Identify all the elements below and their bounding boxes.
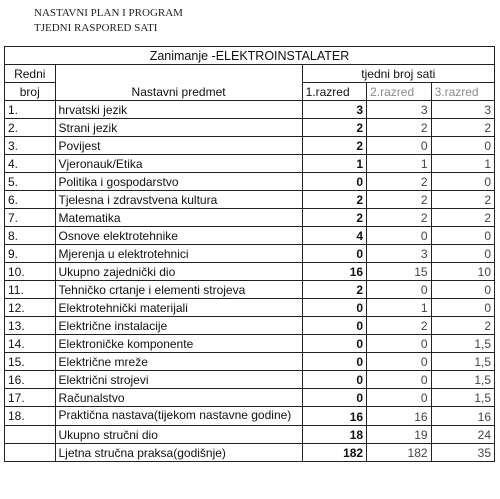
col-subject-header: Nastavni predmet <box>55 65 302 101</box>
row-number: 18. <box>5 407 56 426</box>
hours-grade-1: 2 <box>302 119 366 137</box>
table-row <box>5 281 495 299</box>
hours-grade-3: 0 <box>431 227 494 245</box>
row-number: 17. <box>5 389 56 407</box>
hours-grade-1: 16 <box>302 263 366 281</box>
hours-grade-2: 0 <box>367 335 431 353</box>
hours-grade-3: 1,5 <box>431 371 494 389</box>
table-row <box>5 353 495 371</box>
hours-grade-2: 16 <box>367 407 431 426</box>
row-number: 2. <box>5 119 56 137</box>
hours-grade-1: 2 <box>302 191 366 209</box>
table-title: Zanimanje -ELEKTROINSTALATER <box>5 47 495 65</box>
hours-grade-2: 19 <box>367 426 431 444</box>
subject-name: Elektrotehnički materijali <box>55 299 302 317</box>
table-row <box>5 299 495 317</box>
hours-grade-1: 0 <box>302 335 366 353</box>
hours-grade-2: 2 <box>367 191 431 209</box>
table-row <box>5 263 495 281</box>
hours-grade-3: 35 <box>431 444 494 462</box>
subject-name: hrvatski jezik <box>55 101 302 119</box>
hours-grade-3: 16 <box>431 407 494 426</box>
hours-grade-3: 2 <box>431 209 494 227</box>
table-row <box>5 227 495 245</box>
row-number: 5. <box>5 173 56 191</box>
table-row <box>5 407 495 426</box>
hours-grade-2: 2 <box>367 209 431 227</box>
table-row <box>5 426 495 444</box>
hours-grade-3: 0 <box>431 281 494 299</box>
hours-grade-2: 2 <box>367 173 431 191</box>
row-number: 15. <box>5 353 56 371</box>
hours-grade-2: 15 <box>367 263 431 281</box>
row-number: 9. <box>5 245 56 263</box>
table-row <box>5 317 495 335</box>
col-no-header-line1: Redni <box>5 65 56 83</box>
hours-grade-3: 0 <box>431 137 494 155</box>
hours-grade-2: 0 <box>367 281 431 299</box>
table-row <box>5 101 495 119</box>
table-row <box>5 444 495 462</box>
hours-grade-3: 2 <box>431 191 494 209</box>
subject-name: Politika i gospodarstvo <box>55 173 302 191</box>
table-row <box>5 191 495 209</box>
hours-grade-2: 0 <box>367 227 431 245</box>
hours-header: tjedni broj sati <box>302 65 494 83</box>
hours-grade-2: 0 <box>367 371 431 389</box>
table-row <box>5 389 495 407</box>
hours-grade-2: 0 <box>367 389 431 407</box>
hours-grade-3: 24 <box>431 426 494 444</box>
hours-grade-2: 1 <box>367 299 431 317</box>
grade-3-header: 3.razred <box>431 83 494 101</box>
hours-grade-1: 2 <box>302 209 366 227</box>
row-number: 8. <box>5 227 56 245</box>
table-row <box>5 209 495 227</box>
hours-grade-1: 1 <box>302 155 366 173</box>
subject-name: Vjeronauk/Etika <box>55 155 302 173</box>
hours-grade-3: 1 <box>431 155 494 173</box>
table-row <box>5 173 495 191</box>
table-row <box>5 245 495 263</box>
hours-grade-3: 1,5 <box>431 335 494 353</box>
subject-name: Električne instalacije <box>55 317 302 335</box>
title-row <box>5 47 495 65</box>
hours-grade-3: 2 <box>431 119 494 137</box>
hours-grade-1: 0 <box>302 173 366 191</box>
hours-grade-1: 0 <box>302 389 366 407</box>
hours-grade-3: 1,5 <box>431 389 494 407</box>
hours-grade-2: 0 <box>367 137 431 155</box>
hours-grade-1: 4 <box>302 227 366 245</box>
hours-grade-1: 16 <box>302 407 366 426</box>
row-number: 11. <box>5 281 56 299</box>
subject-name: Ukupno stručni dio <box>55 426 302 444</box>
subject-name: Tehničko crtanje i elementi strojeva <box>55 281 302 299</box>
hours-grade-2: 182 <box>367 444 431 462</box>
hours-grade-1: 0 <box>302 317 366 335</box>
subject-name: Tjelesna i zdravstvena kultura <box>55 191 302 209</box>
hours-grade-1: 0 <box>302 371 366 389</box>
hours-grade-2: 3 <box>367 245 431 263</box>
table-row <box>5 335 495 353</box>
row-number: 16. <box>5 371 56 389</box>
hours-grade-2: 3 <box>367 101 431 119</box>
row-number: 6. <box>5 191 56 209</box>
row-number <box>5 444 56 462</box>
hours-grade-1: 0 <box>302 353 366 371</box>
row-number <box>5 426 56 444</box>
table-row <box>5 155 495 173</box>
hours-grade-2: 2 <box>367 119 431 137</box>
subject-name: Povijest <box>55 137 302 155</box>
subject-name: Matematika <box>55 209 302 227</box>
subject-name: Električni strojevi <box>55 371 302 389</box>
subject-name: Osnove elektrotehnike <box>55 227 302 245</box>
subject-name: Elektroničke komponente <box>55 335 302 353</box>
hours-grade-3: 0 <box>431 245 494 263</box>
hours-grade-1: 182 <box>302 444 366 462</box>
hours-grade-3: 0 <box>431 299 494 317</box>
subject-name: Računalstvo <box>55 389 302 407</box>
header-line-1: NASTAVNI PLAN I PROGRAM <box>34 7 183 19</box>
hours-grade-3: 3 <box>431 101 494 119</box>
header-line-2: TJEDNI RASPORED SATI <box>34 22 158 34</box>
hours-grade-1: 0 <box>302 245 366 263</box>
hours-grade-1: 0 <box>302 299 366 317</box>
row-number: 13. <box>5 317 56 335</box>
header-row-1 <box>5 65 495 83</box>
table-row <box>5 137 495 155</box>
row-number: 12. <box>5 299 56 317</box>
row-number: 7. <box>5 209 56 227</box>
hours-grade-2: 2 <box>367 317 431 335</box>
hours-grade-1: 3 <box>302 101 366 119</box>
table-row <box>5 119 495 137</box>
document-header <box>34 6 183 36</box>
row-number: 14. <box>5 335 56 353</box>
subject-name: Mjerenja u elektrotehnici <box>55 245 302 263</box>
timetable <box>4 46 495 462</box>
hours-grade-3: 10 <box>431 263 494 281</box>
subject-name: Ukupno zajednički dio <box>55 263 302 281</box>
subject-name: Strani jezik <box>55 119 302 137</box>
subject-name: Ljetna stručna praksa(godišnje) <box>55 444 302 462</box>
table-row <box>5 371 495 389</box>
hours-grade-2: 1 <box>367 155 431 173</box>
hours-grade-1: 2 <box>302 137 366 155</box>
hours-grade-3: 0 <box>431 173 494 191</box>
grade-2-header: 2.razred <box>367 83 431 101</box>
row-number: 3. <box>5 137 56 155</box>
hours-grade-2: 0 <box>367 353 431 371</box>
subject-name: Električne mreže <box>55 353 302 371</box>
hours-grade-3: 2 <box>431 317 494 335</box>
subject-name: Praktična nastava(tijekom nastavne godine) <box>55 407 302 426</box>
row-number: 4. <box>5 155 56 173</box>
hours-grade-1: 2 <box>302 281 366 299</box>
row-number: 10. <box>5 263 56 281</box>
grade-1-header: 1.razred <box>302 83 366 101</box>
col-no-header-line2: broj <box>5 83 56 101</box>
hours-grade-3: 1,5 <box>431 353 494 371</box>
hours-grade-1: 18 <box>302 426 366 444</box>
row-number: 1. <box>5 101 56 119</box>
